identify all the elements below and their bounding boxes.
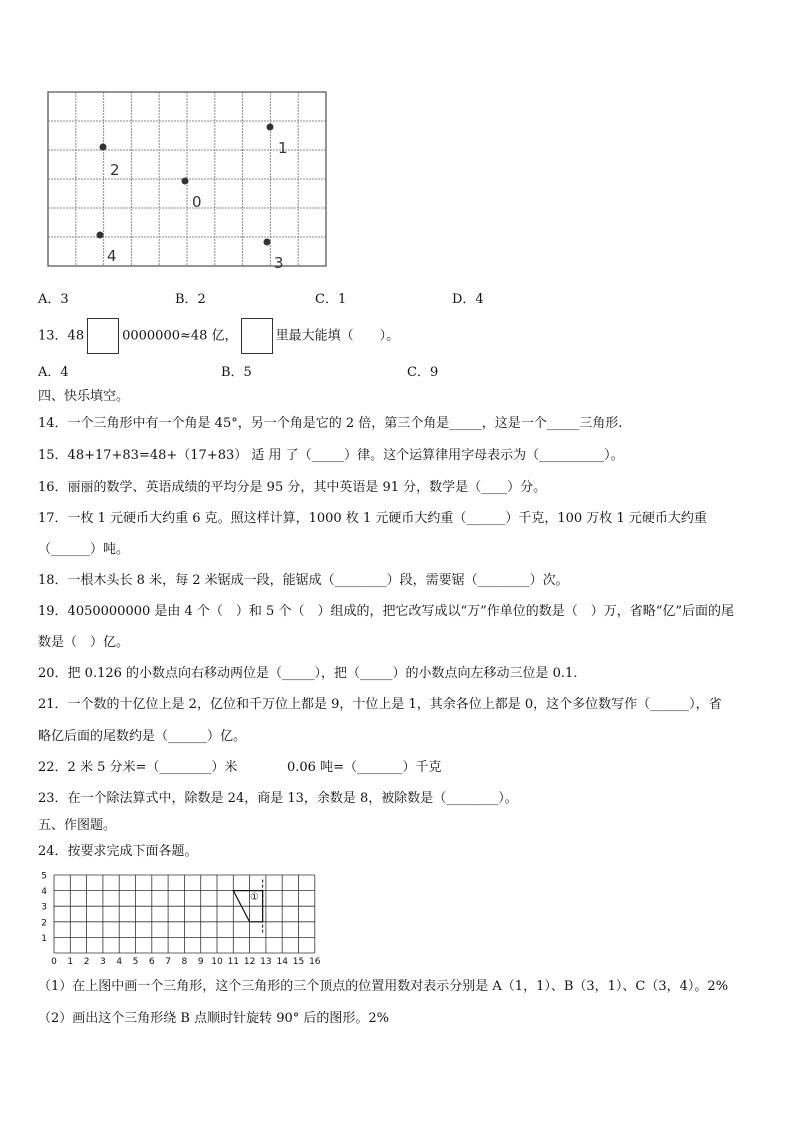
q13-part3: 里最大能填（ ）。: [275, 328, 400, 344]
question-22: [38, 760, 442, 776]
question-19-line-1: 19．4050000000 是由 4 个（ ）和 5 个（ ）组成的，把它改写成以“万”作单位的数是（ ）万，省略“亿”后面的尾: [38, 604, 735, 619]
q13-blank-box-2[interactable]: [241, 318, 273, 354]
question-21-line-1: 21．一个数的十亿位上是 2，亿位和千万位上都是 9，十位上是 1，其余各位上都是 0，这个多位数写作（______），省: [38, 697, 722, 712]
grid1-point-1: [267, 124, 274, 131]
grid-figure-1: [40, 88, 332, 270]
grid1-point-label-3: 3: [274, 254, 284, 270]
grid2-x-tick: 11: [227, 957, 240, 967]
grid-figure-2: [36, 866, 336, 972]
q13-option-a[interactable]: A．4: [38, 365, 69, 380]
question-13: [38, 318, 399, 354]
q22-part-a: 22．2 米 5 分米=（________）米: [38, 760, 238, 775]
grid2-shape-label: ①: [250, 891, 259, 903]
grid2-x-tick: 1: [67, 957, 74, 967]
section-4-heading: 四、快乐填空。: [38, 389, 130, 404]
question-24: 24．按要求完成下面各题。: [38, 844, 198, 859]
question-17-line-2: （______）吨。: [38, 542, 130, 557]
grid2-x-tick: 6: [148, 957, 155, 967]
grid1-point-4: [97, 232, 104, 239]
grid1-point-3: [264, 239, 271, 246]
grid2-y-tick: 4: [41, 887, 47, 898]
question-20: 20．把 0.126 的小数点向右移动两位是（_____），把（_____）的小数点向左移动三位是 0.1.: [38, 666, 578, 681]
grid2-x-tick: 7: [165, 957, 171, 967]
grid2-x-tick: 4: [116, 957, 123, 967]
grid1-point-0: [182, 178, 189, 185]
grid2-x-tick: 5: [132, 957, 139, 967]
question-24-part-2: （2）画出这个三角形绕 B 点顺时针旋转 90° 后的图形。2%: [38, 1011, 390, 1026]
grid2-x-tick: 10: [211, 957, 223, 967]
q13-option-c[interactable]: C．9: [407, 365, 439, 380]
grid2-x-tick: 2: [83, 957, 90, 967]
grid2-x-tick: 14: [276, 957, 288, 967]
grid2-x-tick: 3: [100, 957, 106, 967]
question-18: 18．一根木头长 8 米，每 2 米锯成一段，能锯成（________）段，需要锯（________）次。: [38, 573, 569, 588]
grid1-point-2: [100, 144, 107, 151]
grid2-x-tick: 16: [309, 957, 321, 967]
section-5-heading: 五、作图题。: [38, 818, 117, 833]
question-16: 16．丽丽的数学、英语成绩的平均分是 95 分，其中英语是 91 分，数学是（____）分。: [38, 480, 547, 495]
grid2-x-tick: 13: [260, 957, 272, 967]
grid2-x-tick: 15: [292, 957, 305, 967]
question-23: 23．在一个除法算式中，除数是 24，商是 13，余数是 8，被除数是（________）。: [38, 791, 518, 806]
grid2-y-tick: 1: [41, 933, 47, 944]
q13-number: 13．: [38, 328, 68, 344]
grid2-x-tick: 9: [197, 957, 204, 967]
q12-option-d[interactable]: D．4: [452, 292, 484, 307]
grid1-point-label-0: 0: [192, 193, 202, 211]
question-21-line-2: 略亿后面的尾数约是（______）亿。: [38, 729, 247, 744]
q13-blank-box-1[interactable]: [87, 318, 119, 354]
q12-option-a[interactable]: A．3: [38, 292, 69, 307]
q22-part-b: 0.06 吨=（_______）千克: [287, 760, 442, 775]
question-15: 15．48+17+83=48+（17+83） 适 用 了（_____）律。这个运算律用字母表示为（__________）。: [38, 448, 624, 463]
question-17-line-1: 17．一枚 1 元硬币大约重 6 克。照这样计算，1000 枚 1 元硬币大约重（______）千克，100 万枚 1 元硬币大约重: [38, 511, 707, 526]
grid2-x-tick: 12: [243, 957, 256, 967]
question-19-line-2: 数是（ ）亿。: [38, 635, 130, 650]
grid1-point-label-4: 4: [107, 247, 117, 265]
grid1-point-label-1: 1: [278, 139, 288, 157]
grid2-x-tick: 0: [51, 957, 57, 967]
question-14: 14．一个三角形中有一个角是 45°，另一个角是它的 2 倍，第三个角是_____，这是一个_____三角形.: [38, 416, 623, 431]
grid2-x-tick: 8: [181, 957, 188, 967]
grid1-point-label-2: 2: [110, 161, 120, 179]
q12-option-c[interactable]: C．1: [315, 292, 347, 307]
question-24-part-1: （1）在上图中画一个三角形，这个三角形的三个顶点的位置用数对表示分别是 A（1，1）、B（3，1）、C（3，4）。2%: [38, 979, 729, 994]
grid2-y-tick: 2: [41, 918, 47, 929]
q12-option-b[interactable]: B．2: [175, 292, 206, 307]
q13-part2: 0000000≈48 亿，: [122, 328, 238, 344]
grid2-y-tick: 5: [41, 871, 47, 882]
grid2-y-tick: 3: [41, 902, 47, 913]
q13-option-b[interactable]: B．5: [221, 365, 252, 380]
q13-part1: 48: [67, 328, 85, 344]
